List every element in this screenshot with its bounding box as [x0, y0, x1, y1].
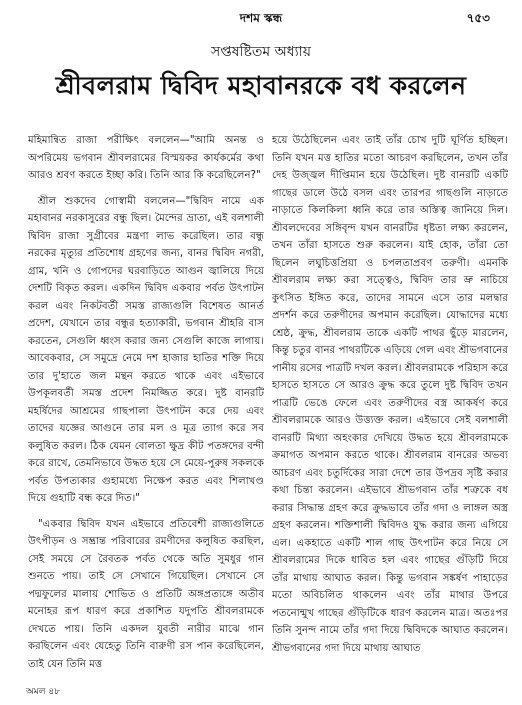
chapter-number: সপ্তষষ্টিতম অধ্যায়	[211, 44, 311, 60]
paragraph: হয়ে উঠেছিলেন এবং তাই তাঁর চোখ দুটি ঘূর্ণিত হচ্ছিল। তিনি যখন মত্ত হাতির মতো আচরণ করছিলেন, তখন তাঁর দেহ উজ্জ্বল দীপ্তিমান হয়ে উঠেছিল। দুষ্ট বানরটি একটি গাছের ডালে উঠে বসল এবং তারপর গাছগুলি নাড়াতে নাড়াতে কিলকিলা ধ্বনি করে তার অস্তিত্ব জানিয়ে দিল। শ্রীবলদেবের সঙ্গিবৃন্দ যখন বানরটির ধৃষ্টতা লক্ষ্য করলেন, তখন তাঁরা হাসতে শুরু করলেন। যাই হোক, তাঁরা তো ছিলেন লঘুচিত্তপ্রিয়া ও চপলতাপ্রবণ তরুণী। এমনকি শ্রীবলরাম লক্ষ্য করা সত্ত্বেও, দ্বিবিদ তার ভ্রু নাচিয়ে কুৎসিত ইঙ্গিত করে, তাদের সামনে এসে তার মলদ্বার প্রদর্শন করে তরুণীদের অপমান করেছিল। যোদ্ধাদের মধ্যে শ্রেষ্ঠ, ক্রুদ্ধ, শ্রীবলরাম তাকে একটি পাথর ছুঁড়ে মারলেন, কিন্তু চতুর বানর পাথরটিকে এড়িয়ে গেল এবং শ্রীভগবানের পানীয় রসের পাত্রটি দখল করল। শ্রীবলরামকে পরিহাস করে হাসতে হাসতে সে আরও ক্রুদ্ধ করে তুলে দুষ্ট দ্বিবিদ তখন পাত্রটি ভেঙে ফেলে এবং তরুণীদের বস্ত্র আকর্ষণ করে শ্রীবলরামকে আরও উত্ত্যক্ত করল। এইভাবে সেই বলশালী বানরটি মিথ্যা অহংকার দেখিয়ে উদ্ধত হয়ে শ্রীবলরামকে ক্রমাগত অপমান করতে থাকে। শ্রীবলরাম বানরের অভব্য আচরণ এবং চতুর্দিকের সারা দেশে তার উপদ্রব সৃষ্টি করার কথা চিন্তা করলেন। এইভাবে শ্রীভগবান তাঁর শত্রুকে বধ করার সিদ্ধান্ত গ্রহণ করে ক্রুদ্ধভাবে তাঁর গদা ও লাঙ্গল অস্ত্র গ্রহণ করলেন। শক্তিশালী দ্বিবিদও যুদ্ধ করার জন্য এগিয়ে এল। একহাতে একটি শাল গাছ উৎপাটন করে নিয়ে সে শ্রীবলরামের দিকে ধাবিত হল এবং গাছের গুঁড়িটি দিয়ে তাঁর মাথায় আঘাত করল। কিন্তু ভগবান সঙ্কর্ষণ পাহাড়ের মতো অবিচলিত থাকলেন এবং তাঁর মাথার উপরে পতনোন্মুখ গাছের গুঁড়িটিকে ধারণ করলেন মাত্র। অতঃপর তিনি সুনন্দ নামে তাঁর গদা দিয়ে দ্বিবিদকে আঘাত করলেন। শ্রীভগবানের গদা দিয়ে মাথায় আঘাত	[272, 135, 508, 654]
page-number: ৭৫৩	[466, 11, 490, 25]
footer-label: অমল ৪৮	[26, 687, 61, 697]
paragraph: মহিমান্বিত রাজা পরীক্ষিৎ বললেন—"আমি অনন্ত ও অপরিমেয় ভগবান শ্রীবলরামের বিস্ময়কর কার্যকর্মের কথা আরও শ্রবণ করতে ইচ্ছা করি। তিনি আর কি করেছিলেন?"	[28, 135, 264, 181]
right-column	[272, 132, 508, 672]
paragraph: "একবার দ্বিবিদ যখন এইভাবে প্রতিবেশী রাজ্যগুলিতে উৎপীড়ন ও সম্ভ্রান্ত পরিবারের রমণীদের কলুষিত করছিল, সেই সময়ে সে রৈবতক পর্বত থেকে অতি সুমধুর গান শুনতে পায়। তাই সে সেখানে গিয়েছিল। সেখানে সে পদ্মফুলের মালায় শোভিত ও প্রতিটি অঙ্গপ্রত্যঙ্গে অতীব মনোহর রূপ ধারণ করে প্রকাশিত যদুপতি শ্রীবলরামকে দেখতে পায়। তিনি একদল যুবতী নারীর মাঝে গান করছিলেন এবং যেহেতু তিনি বারুণী রস পান করেছিলেন, তাই যেন তিনি মত্ত	[28, 518, 264, 670]
chapter-title: শ্রীবলরাম দ্বিবিদ মহাবানরকে বধ করলেন	[55, 71, 467, 100]
running-header	[0, 8, 522, 28]
running-title: দশম স্কন্ধ	[239, 11, 283, 25]
left-column	[28, 132, 264, 672]
paragraph: শ্রীল শুকদেব গোস্বামী বললেন—"দ্বিবিদ নামে এক মহাবানর নরকাসুরের বন্ধু ছিল। মৈন্দের ভ্রাতা, এই বলশালী দ্বিবিদ রাজা সুগ্রীবের মন্ত্রণা লাভ করেছিল। তার বন্ধু নরকের মৃত্যুর প্রতিশোধ গ্রহণের জন্য, বানর দ্বিবিদ নগরী, গ্রাম, খনি ও গোপদের ঘরবাড়িতে আগুন জ্বালিয়ে দিয়ে দেশটি বিকৃত করল। একদিন দ্বিবিদ একবার পর্বত উৎপাটন করল এবং নিকটবর্তী সমস্ত রাজ্যগুলি বিশেষত আনর্ত প্রদেশ, যেখানে তার বন্ধুর হত্যাকারী, ভগবান শ্রীহরি বাস করতেন, সেগুলি ধ্বংস করার জন্য সেগুলি কাজে লাগায়। আবেকবার, সে সমুদ্রে নেমে দশ হাজার হাতির শক্তি দিয়ে তার দু'হাতে জল মন্থন করতে থাকে এবং এইভাবে উপকূলবর্তী সমস্ত প্রদেশ নিমজ্জিত করে। দুষ্ট বানরটি মহর্ষিদের আশ্রমের গাছপালা উৎপাটন করে দেয় এবং তাদের যজ্ঞের আগুনে তার মল ও মূত্র ত্যাগ করে সব কলুষিত করল। ঠিক যেমন বোলতা ক্ষুদ্র কীট পতঙ্গদের বন্দী করে রাখে, তেমনিভাবে উদ্ধত হয়ে সে মেয়ে-পুরুষ সকলকে পর্বত উপত্যকার গুহামধ্যে নিক্ষেপ করত এবং শিলাখণ্ড দিয়ে গুহাটি বন্ধ করে দিত।"	[28, 195, 264, 504]
